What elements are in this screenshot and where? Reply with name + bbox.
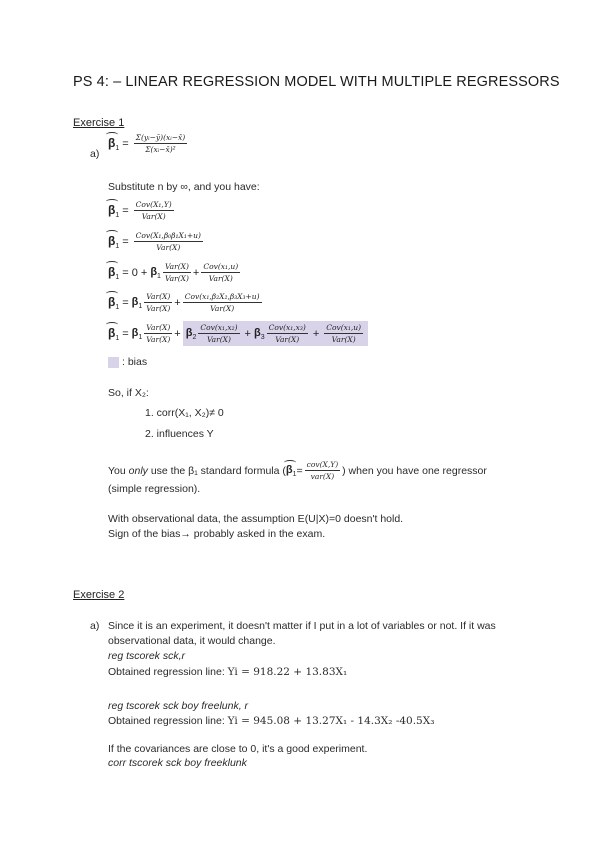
- part-a-label: a): [90, 148, 100, 160]
- stata-command-1: reg tscorek sck,r: [108, 650, 186, 662]
- observational-data-text: With observational data, the assumption E(U|X)=0 doesn't hold.: [108, 513, 404, 525]
- regression-line-1: Obtained regression line: Yi = 918.22 + 13.83X₁: [108, 666, 348, 678]
- experiment-text-1: Since it is an experiment, it doesn't matter if I put in a lot of variables or not. If it was: [108, 620, 496, 632]
- equation-2: $\beta_1$ = $\frac{\text{Cov(X₁,β₀β₁X₁+u)}}{\text{Var(X)}}$: [108, 231, 201, 252]
- equation-1: $\beta_1$ = $\frac{\text{Cov(X₁,Y)}}{\text{Var(X)}}$: [108, 200, 172, 221]
- exercise-2-heading: Exercise 2: [73, 589, 125, 601]
- ols-formula: $\beta_1$ = $\frac{\text{Σ(yᵢ−ȳ)(xᵢ−x̄)}}{\text{Σ(xᵢ−x̄)²}}$: [108, 133, 186, 154]
- condition-1: 1. corr(X₁, X₂)≠ 0: [145, 407, 224, 419]
- substitute-text: Substitute n by ∞, and you have:: [108, 181, 260, 193]
- stata-command-3: corr tscorek sck boy freeklunk: [108, 757, 247, 769]
- stata-command-2: reg tscorek sck boy freelunk, r: [108, 700, 249, 712]
- equation-5: $\beta_1$ = $\beta_1$ $\frac{\text{Var(X)}}{\text{Var(X)}}$ + $\beta_2$ $\frac{\text{Cov(x₁,x₂)}}{\text{Var(X)}}$ + $\beta_3$ $\frac{\text{Cov(x₁,x₃)}}{\text{Var(X)}}$ + $\frac{\text{Cov(x₁,u)}}{\text{Var(X)}}$: [108, 321, 368, 346]
- experiment-text-2: observational data, it would change.: [108, 635, 276, 647]
- covariance-note: If the covariances are close to 0, it's a good experiment.: [108, 743, 368, 755]
- ols-fraction: $\frac{\text{Σ(yᵢ−ȳ)(xᵢ−x̄)}}{\text{Σ(xᵢ−x̄)²}}$: [135, 133, 186, 154]
- sign-of-bias-text: Sign of the bias→ probably asked in the exam.: [108, 528, 326, 540]
- regression-line-2: Obtained regression line: Yi = 945.08 + 13.27X₁ - 14.3X₂ -40.5X₃: [108, 715, 435, 727]
- so-if-text: So, if X₂:: [108, 387, 149, 399]
- page-title: PS 4: – LINEAR REGRESSION MODEL WITH MULTIPLE REGRESSORS: [73, 74, 560, 90]
- equation-4: $\beta_1$ = $\beta_1$ $\frac{\text{Var(X)}}{\text{Var(X)}}$ + $\frac{\text{Cov(x₁,β₂X₂,β₃X₃+u)}}{\text{Var(X)}}$: [108, 292, 260, 313]
- bias-legend: : bias: [108, 356, 147, 368]
- bias-highlight: $\beta_2$ $\frac{\text{Cov(x₁,x₂)}}{\text{Var(X)}}$ + $\beta_3$ $\frac{\text{Cov(x₁,x₃)}}{\text{Var(X)}}$ + $\frac{\text{Cov(x₁,u)}}{\text{Var(X)}}$: [183, 321, 368, 346]
- exercise-1-heading: Exercise 1: [73, 117, 125, 129]
- simple-regression-text: (simple regression).: [108, 483, 201, 495]
- bias-color-swatch: [108, 357, 119, 368]
- condition-2: 2. influences Y: [145, 428, 214, 440]
- beta-hat-1: $\beta_1$: [108, 135, 120, 152]
- part-a-label-2: a): [90, 620, 100, 632]
- simple-formula-note: You only use the β₁ standard formula ( $\beta_1$ = $\frac{\text{cov(X,Y)}}{\text{var(X)}}$ ) when you have one regressor: [108, 460, 487, 481]
- equation-3: $\beta_1$ = 0 + $\beta_1$ $\frac{\text{Var(X)}}{\text{Var(X)}}$ + $\frac{\text{Cov(x₁,u)}}{\text{Var(X)}}$: [108, 262, 239, 283]
